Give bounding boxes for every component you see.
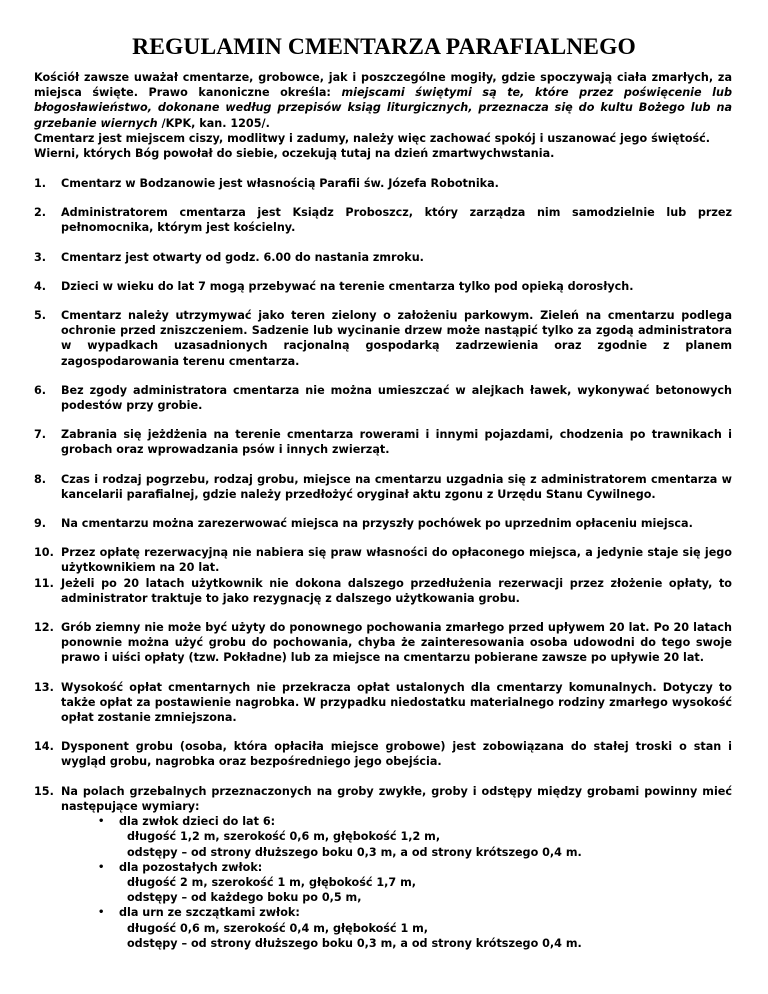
rule-item [34, 205, 732, 235]
rule-text: Jeżeli po 20 latach użytkownik nie dokona dalszego przedłużenia rezerwacji przez złożenie opłaty, to administrator traktuje to jako rezygnację z dalszego użytkowania grobu. [61, 576, 732, 605]
canon-law-reference: /KPK, kan. 1205/. [157, 116, 270, 130]
rule-text: Dzieci w wieku do lat 7 mogą przebywać na terenie cmentarza tylko pod opieką dorosłych. [61, 279, 634, 293]
rule-text: Bez zgody administratora cmentarza nie można umieszczać w alejkach ławek, wykonywać betonowych podestów przy grobie. [61, 383, 732, 413]
dimension-list-item [61, 860, 732, 875]
intro-section [34, 70, 732, 161]
dimension-spacing: odstępy – od strony dłuższego boku 0,3 m, a od strony krótszego 0,4 m. [127, 936, 582, 950]
rule-text: Zabrania się jeżdżenia na terenie cmentarza rowerami i innymi pojazdami, chodzenia po trawnikach i grobach oraz wprowadzania psów i innych zwierząt. [61, 428, 732, 457]
rule-item [34, 545, 732, 575]
intro-paragraph-silence: Cmentarz jest miejscem ciszy, modlitwy i zadumy, należy więc zachować spokój i uszanować jego świętość. [34, 131, 711, 145]
rule-number: 6. [34, 383, 47, 397]
rule-number: 10. [34, 546, 54, 560]
dimension-heading: dla zwłok dzieci do lat 6: [119, 815, 276, 829]
rule-number: 14. [34, 740, 54, 754]
rule-item [34, 620, 732, 666]
rule-item [34, 516, 732, 531]
rule-number: 11. [34, 576, 54, 590]
rule-number: 8. [34, 472, 47, 486]
bullet-icon: • [98, 816, 105, 828]
bullet-icon: • [98, 907, 105, 919]
rule-text: Cmentarz należy utrzymywać jako teren zielony o założeniu parkowym. Zieleń na cmentarzu podlega ochronie przed zniszczeniem. Sadzenie lub wycinanie drzew może nastąpić tylko za zgodą administratora w wypadkach uzasadnionych racjonalną gospodarką zadrzewienia oraz zgodnie z planem zagospodarowania terenu cmentarza. [61, 309, 732, 368]
rule-number: 2. [34, 206, 47, 220]
rule-item [34, 472, 732, 502]
rule-text: Administratorem cmentarza jest Ksiądz Proboszcz, który zarządza nim samodzielnie lub przez pełnomocnika, którym jest kościelny. [61, 206, 732, 235]
rule-number: 15. [34, 784, 54, 798]
page-title: REGULAMIN CMENTARZA PARAFIALNEGO [132, 34, 636, 60]
dimension-sizes: długość 2 m, szerokość 1 m, głębokość 1,7 m, [127, 875, 417, 889]
rule-item [34, 739, 732, 769]
rule-text: Na cmentarzu można zarezerwować miejsca na przyszły pochówek po uprzednim opłaceniu miejsca. [61, 517, 693, 531]
dimension-heading: dla urn ze szczątkami zwłok: [119, 906, 300, 920]
rule-number: 13. [34, 680, 54, 694]
bullet-icon: • [98, 861, 105, 873]
intro-paragraph-resurrection: Wierni, których Bóg powołał do siebie, oczekują tutaj na dzień zmartwychwstania. [34, 147, 555, 161]
rule-text: Na polach grzebalnych przeznaczonych na groby zwykłe, groby i odstępy między grobami powinny mieć następujące wymiary: [61, 784, 732, 813]
rule-number: 4. [34, 279, 47, 293]
rule-text: Cmentarz w Bodzanowie jest własnością Parafii św. Józefa Robotnika. [61, 177, 499, 190]
dimension-spacing: odstępy – od każdego boku po 0,5 m, [127, 891, 362, 905]
rule-text: Grób ziemny nie może być użyty do ponownego pochowania zmarłego przed upływem 20 lat. Po 20 latach ponownie można użyć grobu do pochowania, chyba że zainteresowania osoba udowodni do tego swoje prawo i uiści opłaty (tzw. Pokładne) lub za miejsce na cmentarzu pobierane zawsze po upływie 20 lat. [61, 621, 732, 665]
rule-text: Cmentarz jest otwarty od godz. 6.00 do nastania zmroku. [61, 250, 424, 264]
rule-item [34, 383, 732, 413]
rule-item [34, 176, 732, 191]
rules-list [34, 176, 732, 951]
rule-item [34, 680, 732, 726]
rule-text: Przez opłatę rezerwacyjną nie nabiera się praw własności do opłaconego miejsca, a jedynie staje się jego użytkownikiem na 20 lat. [61, 546, 732, 575]
intro-paragraph-canon-law [34, 70, 732, 131]
rule-number: 1. [34, 177, 47, 190]
rule-body [61, 784, 732, 951]
rule-item [34, 250, 732, 265]
rule-item [34, 784, 732, 951]
rule-item [34, 576, 732, 606]
rule-number: 7. [34, 428, 47, 442]
dimension-sizes: długość 1,2 m, szerokość 0,6 m, głębokość 1,2 m, [127, 830, 441, 844]
dimension-list-item [61, 905, 732, 920]
rule-number: 5. [34, 309, 47, 323]
intro-text: Kościół zawsze uważał cmentarze, grobowce, jak i poszczególne mogiły, gdzie spoczywają ciała zmarłych, za miejsca święte. Prawo kanoniczne określa: [34, 71, 732, 100]
canon-law-quote: miejscami świętymi są te, które przez poświęcenie lub błogosławieństwo, dokonane według przepisów ksiąg liturgicznych, przeznacza się do kultu Bożego lub na grzebanie wiernych [34, 86, 732, 130]
rule-number: 9. [34, 517, 47, 531]
rule-number: 3. [34, 250, 47, 264]
dimension-sizes: długość 0,6 m, szerokość 0,4 m, głębokość 1 m, [127, 921, 429, 935]
rule-text: Wysokość opłat cmentarnych nie przekracza opłat ustalonych dla cmentarzy komunalnych. Dotyczy to także opłat za postawienie nagrobka. W przypadku niedostatku materialnego rodziny zmarłego wysokość opłat zostanie zmniejszona. [61, 680, 732, 725]
rule-item [34, 308, 732, 369]
rule-text: Czas i rodzaj pogrzebu, rodzaj grobu, miejsce na cmentarzu uzgadnia się z administratorem cmentarza w kancelarii parafialnej, gdzie należy przedłożyć oryginał aktu zgonu z Urzędu Stanu Cywilnego. [61, 472, 732, 501]
dimension-heading: dla pozostałych zwłok: [119, 860, 263, 874]
grave-dimensions-list [61, 814, 732, 951]
dimension-list-item [61, 814, 732, 829]
rule-text: Dysponent grobu (osoba, która opłaciła miejsce grobowe) jest zobowiązana do stałej troski o stan i wygląd grobu, nagrobka oraz bezpośredniego jego obejścia. [61, 740, 732, 769]
dimension-spacing: odstępy – od strony dłuższego boku 0,3 m, a od strony krótszego 0,4 m. [127, 845, 582, 859]
rule-item [34, 427, 732, 457]
rule-number: 12. [34, 621, 54, 635]
rule-item [34, 279, 732, 294]
